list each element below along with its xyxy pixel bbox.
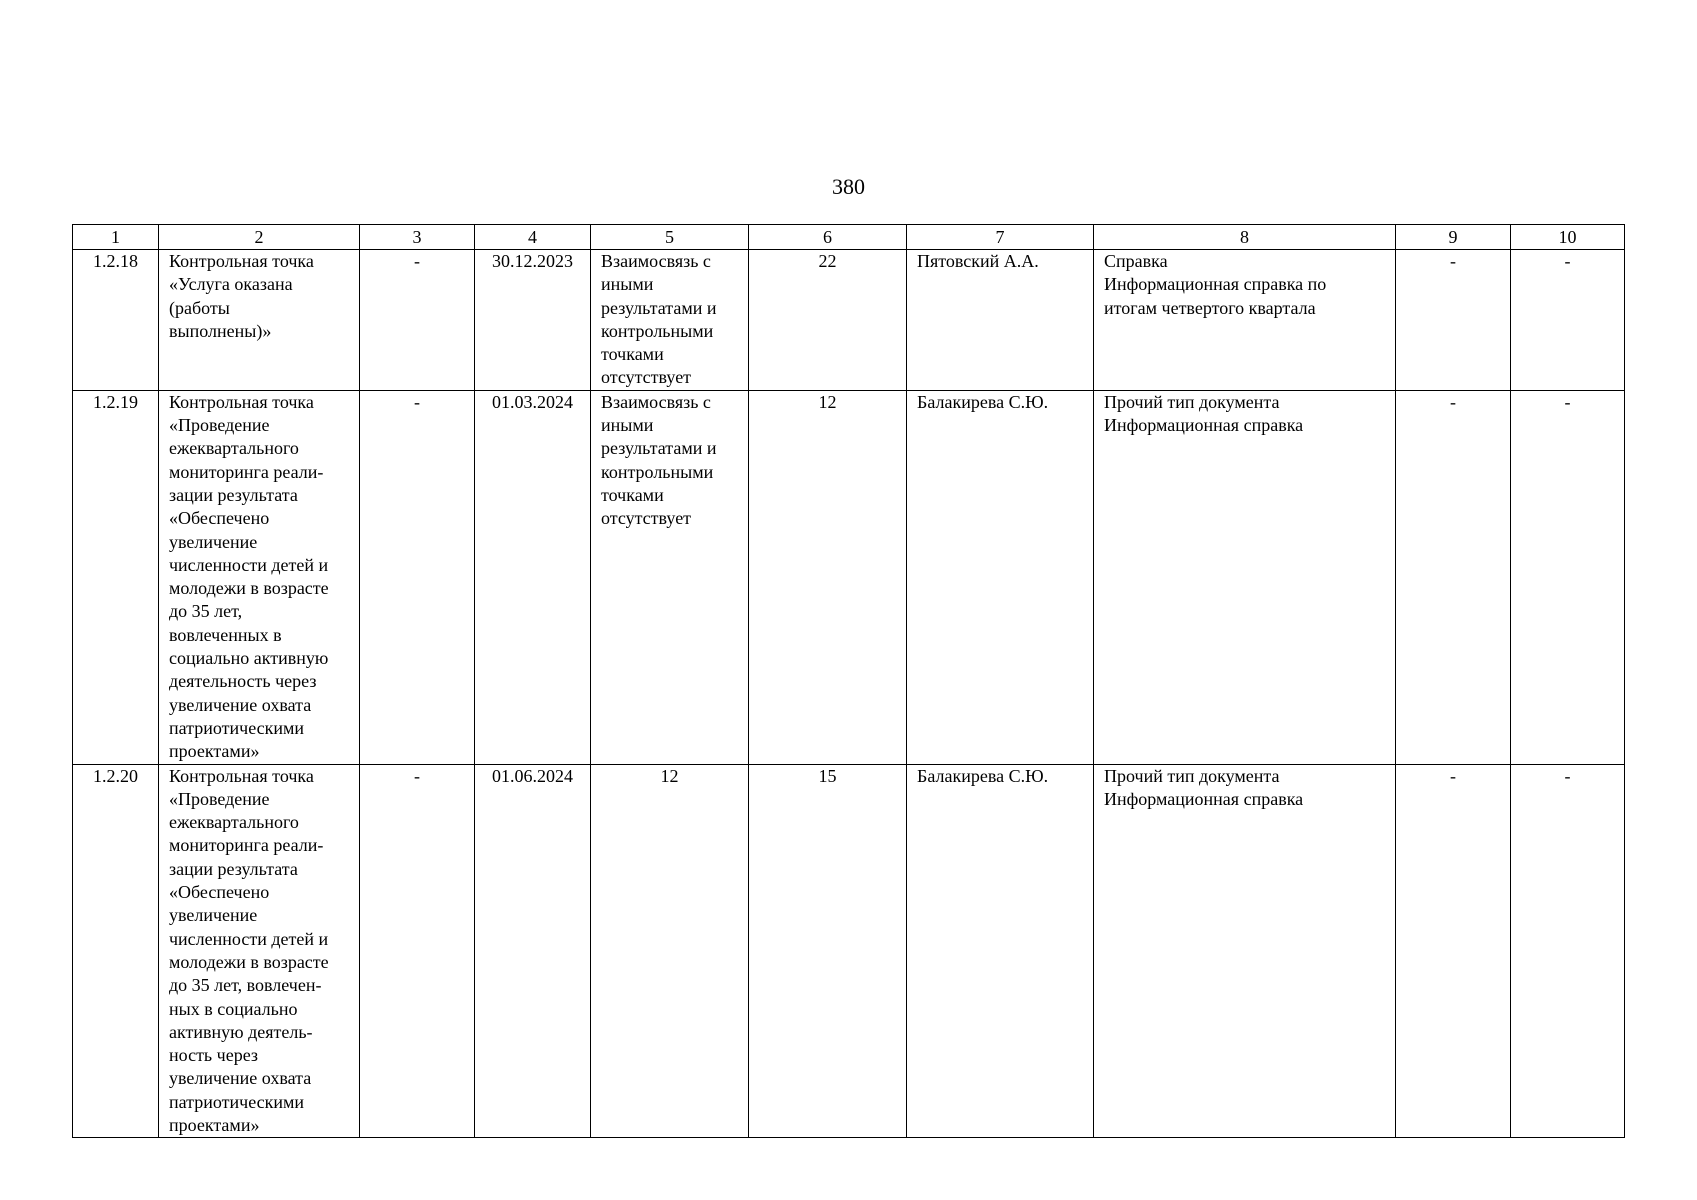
relation-cell: Взаимосвязь с иными результатами и контрольными точками отсутствует — [591, 250, 749, 391]
column-number: 7 — [907, 225, 1094, 250]
responsible-cell: Пятовский А.А. — [907, 250, 1094, 391]
column-number: 8 — [1094, 225, 1396, 250]
table-row — [73, 250, 1625, 391]
table-cell: - — [360, 250, 475, 391]
table-row — [73, 764, 1625, 1138]
table-cell: - — [360, 764, 475, 1138]
table-cell: - — [1511, 250, 1625, 391]
document-cell: Прочий тип документа Информационная справка — [1094, 764, 1396, 1138]
date-cell: 01.03.2024 — [475, 390, 591, 764]
column-number: 2 — [159, 225, 360, 250]
data-table — [72, 224, 1625, 1138]
row-number-cell: 1.2.20 — [73, 764, 159, 1138]
description-cell: Контрольная точка «Проведение ежеквартального мониторинга реали- зации результата «Обеспечено увеличение численности детей и молодежи в возрасте до 35 лет, вовлеченных в социально активную деятельность через увеличение охвата патриотическими проектами» — [159, 390, 360, 764]
table-cell: 15 — [749, 764, 907, 1138]
table-cell: - — [1396, 764, 1511, 1138]
relation-cell: Взаимосвязь с иными результатами и контрольными точками отсутствует — [591, 390, 749, 764]
description-cell: Контрольная точка «Услуга оказана (работы выполнены)» — [159, 250, 360, 391]
column-number-row — [73, 225, 1625, 250]
relation-cell: 12 — [591, 764, 749, 1138]
column-number: 9 — [1396, 225, 1511, 250]
table-cell: - — [1511, 390, 1625, 764]
table-cell: - — [1396, 250, 1511, 391]
document-cell: Справка Информационная справка по итогам четвертого квартала — [1094, 250, 1396, 391]
column-number: 5 — [591, 225, 749, 250]
column-number: 4 — [475, 225, 591, 250]
column-number: 3 — [360, 225, 475, 250]
description-cell: Контрольная точка «Проведение ежеквартального мониторинга реали- зации результата «Обеспечено увеличение численности детей и молодежи в возрасте до 35 лет, вовлечен- ных в социально активную деятель- ность через увеличение охвата патриотическими проектами» — [159, 764, 360, 1138]
page-number: 380 — [832, 174, 865, 199]
table-cell: - — [1511, 764, 1625, 1138]
column-number: 1 — [73, 225, 159, 250]
table-cell: 22 — [749, 250, 907, 391]
row-number-cell: 1.2.18 — [73, 250, 159, 391]
table-cell: - — [1396, 390, 1511, 764]
responsible-cell: Балакирева С.Ю. — [907, 764, 1094, 1138]
responsible-cell: Балакирева С.Ю. — [907, 390, 1094, 764]
column-number: 6 — [749, 225, 907, 250]
document-cell: Прочий тип документа Информационная справка — [1094, 390, 1396, 764]
table-cell: 12 — [749, 390, 907, 764]
date-cell: 30.12.2023 — [475, 250, 591, 391]
column-number: 10 — [1511, 225, 1625, 250]
date-cell: 01.06.2024 — [475, 764, 591, 1138]
row-number-cell: 1.2.19 — [73, 390, 159, 764]
table-row — [73, 390, 1625, 764]
table-cell: - — [360, 390, 475, 764]
